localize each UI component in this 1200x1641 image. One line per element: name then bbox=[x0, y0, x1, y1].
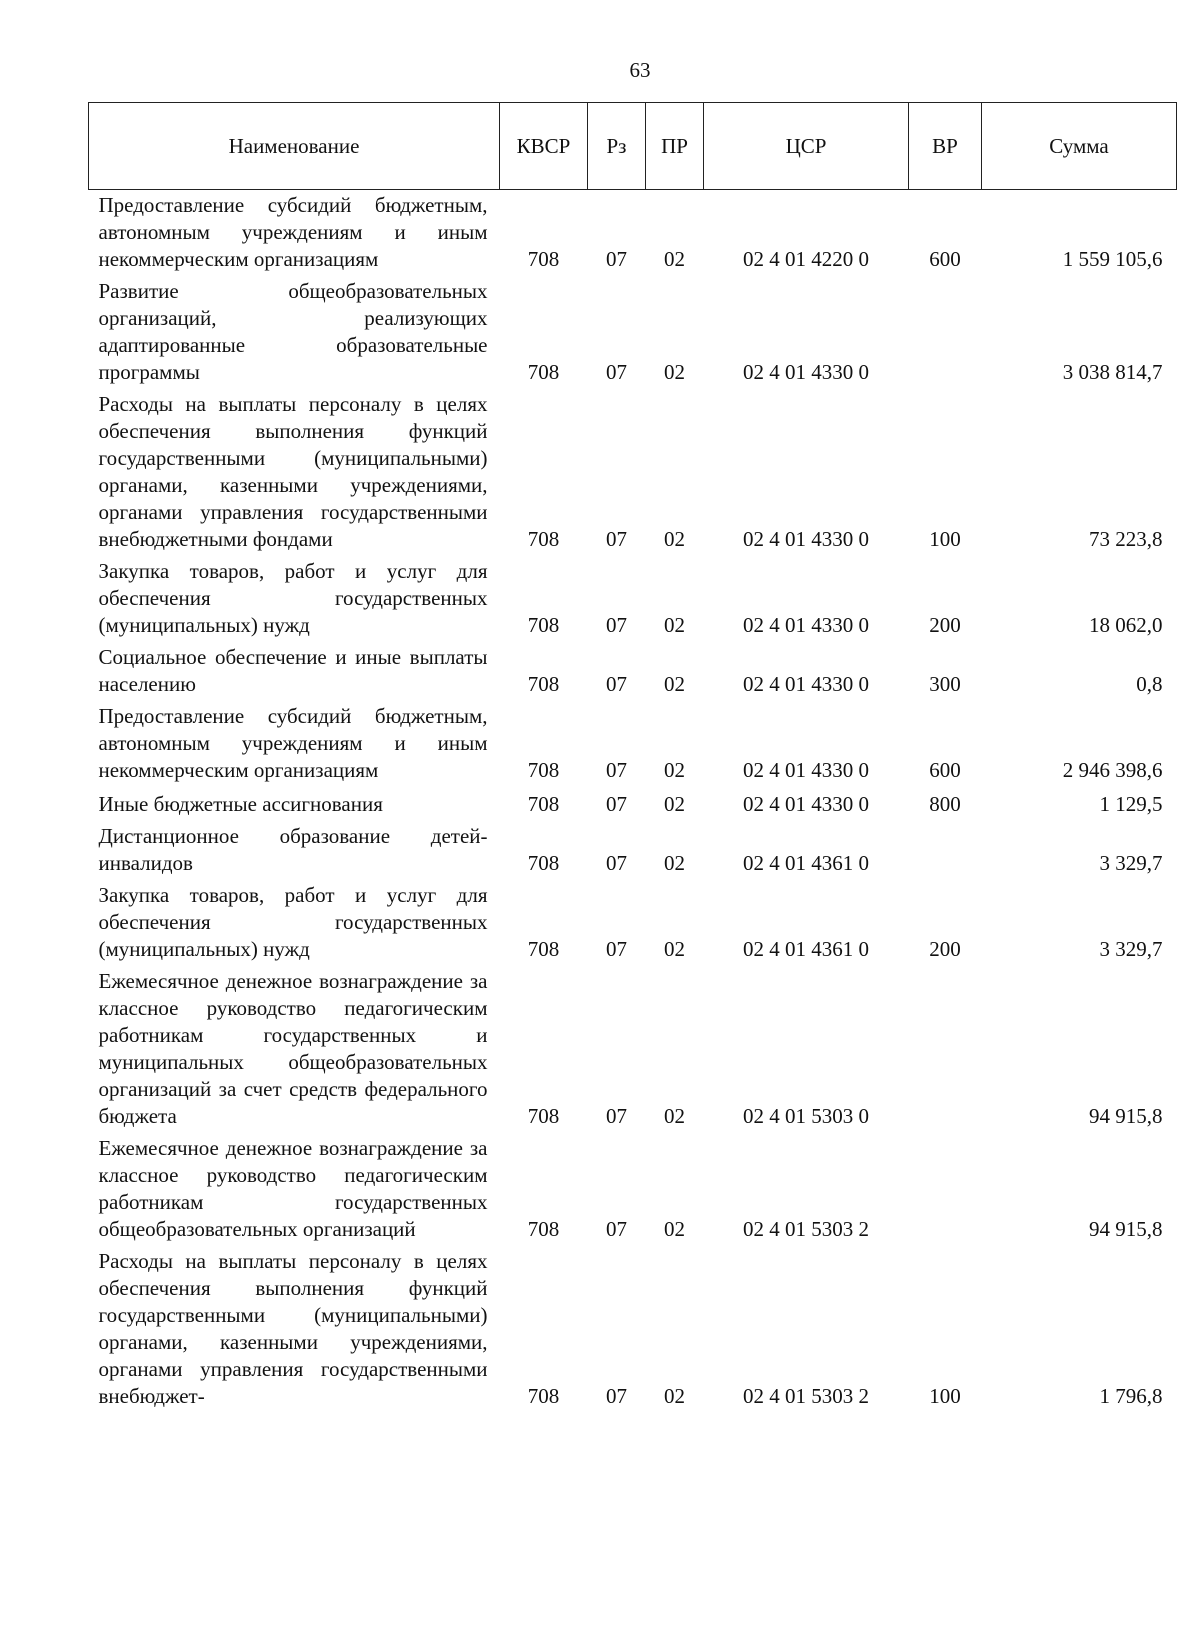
cell-kvsr: 708 bbox=[527, 1384, 560, 1408]
cell-name: Предоставление субсидий бюджетным, автономным учреждениям и иным некоммерческим организациям bbox=[98, 193, 488, 271]
column-header-pr: ПР bbox=[646, 103, 704, 190]
cell-name: Расходы на выплаты персоналу в целях обеспечения выполнения функций государственными (муниципальными) органами, казенными учреждениями, органами управления государственными внебюджет- bbox=[98, 1249, 488, 1408]
cell-sum: 18 062,0 bbox=[1089, 613, 1163, 637]
cell-vr: 600 bbox=[929, 247, 961, 271]
cell-csr: 02 4 01 4330 0 bbox=[743, 792, 869, 816]
column-header-csr: ЦСР bbox=[704, 103, 909, 190]
cell-pr: 02 bbox=[664, 1104, 685, 1128]
cell-csr: 02 4 01 5303 2 bbox=[743, 1217, 869, 1241]
cell-rz: 07 bbox=[606, 613, 627, 637]
cell-pr: 02 bbox=[664, 527, 685, 551]
cell-vr: 100 bbox=[929, 527, 961, 551]
cell-sum: 3 038 814,7 bbox=[1062, 360, 1163, 384]
cell-vr bbox=[909, 966, 982, 1133]
cell-name: Предоставление субсидий бюджетным, автономным учреждениям и иным некоммерческим организациям bbox=[98, 704, 488, 782]
cell-vr: 200 bbox=[929, 937, 961, 961]
cell-vr: 800 bbox=[929, 792, 961, 816]
cell-name: Развитие общеобразовательных организаций, реализующих адаптированные образовательные программы bbox=[98, 279, 488, 384]
cell-kvsr: 708 bbox=[527, 360, 560, 384]
cell-pr: 02 bbox=[664, 851, 685, 875]
cell-pr: 02 bbox=[664, 937, 685, 961]
cell-vr: 100 bbox=[929, 1384, 961, 1408]
cell-sum: 3 329,7 bbox=[1099, 937, 1163, 961]
cell-rz: 07 bbox=[606, 937, 627, 961]
table-row bbox=[89, 190, 1177, 277]
cell-kvsr: 708 bbox=[527, 851, 560, 875]
cell-rz: 07 bbox=[606, 1104, 627, 1128]
table-body bbox=[89, 190, 1177, 1414]
table-row bbox=[89, 966, 1177, 1133]
table-header bbox=[89, 103, 1177, 190]
cell-pr: 02 bbox=[664, 792, 685, 816]
cell-sum: 3 329,7 bbox=[1099, 851, 1163, 875]
table-row bbox=[89, 556, 1177, 642]
cell-sum: 73 223,8 bbox=[1089, 527, 1163, 551]
cell-pr: 02 bbox=[664, 1384, 685, 1408]
cell-vr bbox=[909, 276, 982, 389]
cell-name: Социальное обеспечение и иные выплаты населению bbox=[98, 645, 488, 696]
cell-name: Закупка товаров, работ и услуг для обеспечения государственных (муниципальных) нужд bbox=[98, 559, 488, 637]
column-header-kvsr: КВСР bbox=[500, 103, 588, 190]
cell-kvsr: 708 bbox=[527, 758, 560, 782]
table-row bbox=[89, 880, 1177, 966]
cell-rz: 07 bbox=[606, 247, 627, 271]
column-header-name: Наименование bbox=[89, 103, 500, 190]
table-row bbox=[89, 1133, 1177, 1246]
cell-rz: 07 bbox=[606, 672, 627, 696]
cell-sum: 1 796,8 bbox=[1099, 1384, 1163, 1408]
cell-pr: 02 bbox=[664, 360, 685, 384]
cell-csr: 02 4 01 5303 2 bbox=[743, 1384, 869, 1408]
cell-sum: 2 946 398,6 bbox=[1062, 758, 1163, 782]
table-row bbox=[89, 787, 1177, 821]
cell-rz: 07 bbox=[606, 1384, 627, 1408]
cell-pr: 02 bbox=[664, 613, 685, 637]
cell-name: Дистанционное образование детей-инвалидов bbox=[98, 824, 488, 875]
cell-pr: 02 bbox=[664, 672, 685, 696]
cell-sum: 1 559 105,6 bbox=[1062, 247, 1163, 271]
cell-sum: 1 129,5 bbox=[1099, 792, 1163, 816]
cell-csr: 02 4 01 4330 0 bbox=[743, 613, 869, 637]
column-header-sum: Сумма bbox=[982, 103, 1177, 190]
cell-csr: 02 4 01 4220 0 bbox=[743, 247, 869, 271]
cell-csr: 02 4 01 4330 0 bbox=[743, 758, 869, 782]
cell-rz: 07 bbox=[606, 527, 627, 551]
cell-kvsr: 708 bbox=[527, 1104, 560, 1128]
cell-vr: 300 bbox=[929, 672, 961, 696]
cell-name: Расходы на выплаты персоналу в целях обеспечения выполнения функций государственными (муниципальными) органами, казенными учреждениями, органами управления государственными внебюджетными фондами bbox=[98, 392, 488, 551]
cell-sum: 94 915,8 bbox=[1089, 1104, 1163, 1128]
cell-rz: 07 bbox=[606, 758, 627, 782]
cell-pr: 02 bbox=[664, 247, 685, 271]
cell-kvsr: 708 bbox=[527, 1217, 560, 1241]
cell-vr: 200 bbox=[929, 613, 961, 637]
cell-vr: 600 bbox=[929, 758, 961, 782]
table-row bbox=[89, 701, 1177, 787]
cell-rz: 07 bbox=[606, 851, 627, 875]
table-row bbox=[89, 389, 1177, 556]
cell-kvsr: 708 bbox=[527, 937, 560, 961]
budget-table bbox=[88, 102, 1177, 1413]
cell-sum: 0,8 bbox=[1136, 672, 1163, 696]
cell-csr: 02 4 01 4330 0 bbox=[743, 527, 869, 551]
cell-kvsr: 708 bbox=[527, 672, 560, 696]
cell-pr: 02 bbox=[664, 1217, 685, 1241]
cell-rz: 07 bbox=[606, 1217, 627, 1241]
cell-name: Закупка товаров, работ и услуг для обеспечения государственных (муниципальных) нужд bbox=[98, 883, 488, 961]
table-row bbox=[89, 821, 1177, 880]
cell-kvsr: 708 bbox=[527, 247, 560, 271]
cell-csr: 02 4 01 4361 0 bbox=[743, 937, 869, 961]
column-header-vr: ВР bbox=[909, 103, 982, 190]
cell-csr: 02 4 01 4330 0 bbox=[743, 672, 869, 696]
table-row bbox=[89, 642, 1177, 701]
cell-name: Ежемесячное денежное вознаграждение за классное руководство педагогическим работникам государственных общеобразовательных организаций bbox=[98, 1136, 488, 1241]
cell-vr bbox=[909, 821, 982, 880]
cell-rz: 07 bbox=[606, 360, 627, 384]
cell-csr: 02 4 01 4330 0 bbox=[743, 360, 869, 384]
cell-sum: 94 915,8 bbox=[1089, 1217, 1163, 1241]
cell-kvsr: 708 bbox=[527, 613, 560, 637]
cell-csr: 02 4 01 5303 0 bbox=[743, 1104, 869, 1128]
table-row bbox=[89, 276, 1177, 389]
cell-name: Ежемесячное денежное вознаграждение за классное руководство педагогическим работникам государственных и муниципальных общеобразовательных организаций за счет средств федерального бюджета bbox=[98, 969, 488, 1128]
cell-name: Иные бюджетные ассигнования bbox=[98, 792, 383, 816]
column-header-rz: Рз bbox=[588, 103, 646, 190]
page-number: 63 bbox=[629, 58, 651, 82]
cell-csr: 02 4 01 4361 0 bbox=[743, 851, 869, 875]
cell-kvsr: 708 bbox=[527, 527, 560, 551]
cell-pr: 02 bbox=[664, 758, 685, 782]
cell-vr bbox=[909, 1133, 982, 1246]
cell-rz: 07 bbox=[606, 792, 627, 816]
table-row bbox=[89, 1246, 1177, 1413]
cell-kvsr: 708 bbox=[527, 792, 560, 816]
